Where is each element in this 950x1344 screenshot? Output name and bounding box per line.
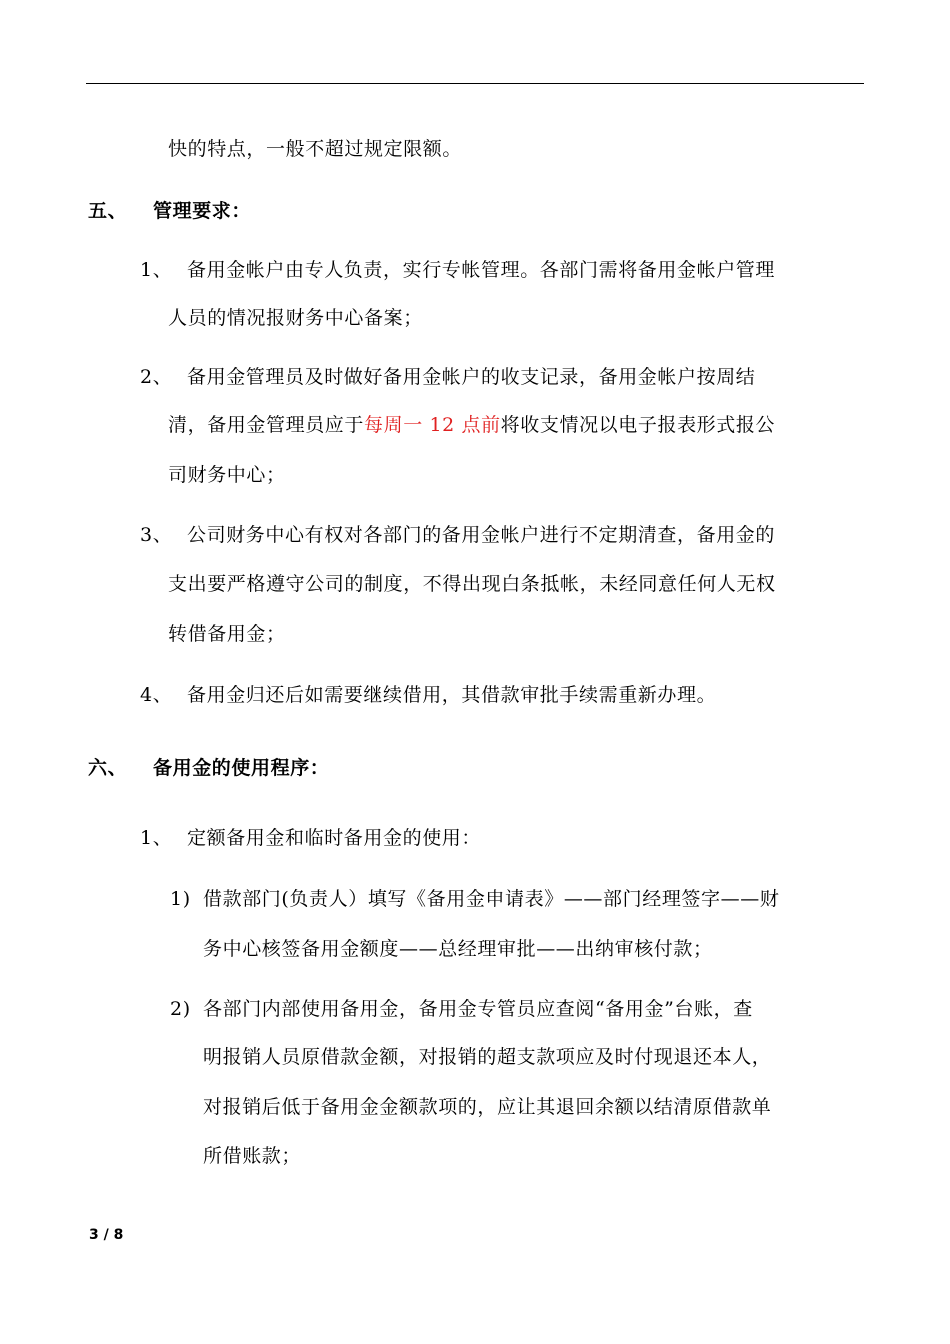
body-text-line: 快的特点，一般不超过规定限额。 [168,138,463,160]
section-title-procedure: 备用金的使用程序： [153,757,330,779]
section-number-5: 五、 [88,200,128,222]
section-number-6: 六、 [88,757,128,779]
sub-list-number: 2) [170,998,191,1020]
list-item-text: 转借备用金； [168,623,286,645]
list-item-text-with-highlight [168,413,775,437]
text-segment: 清，备用金管理员应于 [168,414,365,436]
list-number: 1、 [140,259,173,281]
sub-list-item-text: 所借账款； [203,1145,302,1167]
list-item-text: 备用金管理员及时做好备用金帐户的收支记录，备用金帐户按周结 [187,366,756,388]
list-item-text: 司财务中心； [168,464,286,486]
list-number: 2、 [140,366,173,388]
page-number: 3 / 8 [89,1227,124,1243]
list-number: 1、 [140,827,173,849]
list-item-text: 定额备用金和临时备用金的使用： [187,827,482,849]
list-item-text: 支出要严格遵守公司的制度，不得出现白条抵帐，未经同意任何人无权 [168,573,776,595]
sub-list-item-text: 明报销人员原借款金额，对报销的超支款项应及时付现退还本人， [203,1046,772,1068]
list-item-text: 备用金归还后如需要继续借用，其借款审批手续需重新办理。 [187,684,717,706]
list-number: 3、 [140,524,173,546]
list-item-text: 公司财务中心有权对各部门的备用金帐户进行不定期清查，备用金的 [187,524,776,546]
sub-list-number: 1) [170,888,191,910]
list-item-text: 备用金帐户由专人负责，实行专帐管理。各部门需将备用金帐户管理 [187,259,776,281]
text-segment: 将收支情况以电子报表形式报公 [500,414,776,436]
sub-list-item-text: 借款部门(负责人）填写《备用金申请表》——部门经理签字——财 [203,888,780,910]
header-rule [86,83,864,84]
highlighted-deadline: 每周一 12 点前 [364,414,501,436]
sub-list-item-text: 务中心核签备用金额度——总经理审批——出纳审核付款； [203,938,713,960]
sub-list-item-text: 各部门内部使用备用金，备用金专管员应查阅“备用金”台账，查 [203,998,753,1020]
list-item-text: 人员的情况报财务中心备案； [168,307,423,329]
sub-list-item-text: 对报销后低于备用金金额款项的，应让其退回余额以结清原借款单 [203,1096,772,1118]
section-title-management: 管理要求： [153,200,252,222]
list-number: 4、 [140,684,173,706]
